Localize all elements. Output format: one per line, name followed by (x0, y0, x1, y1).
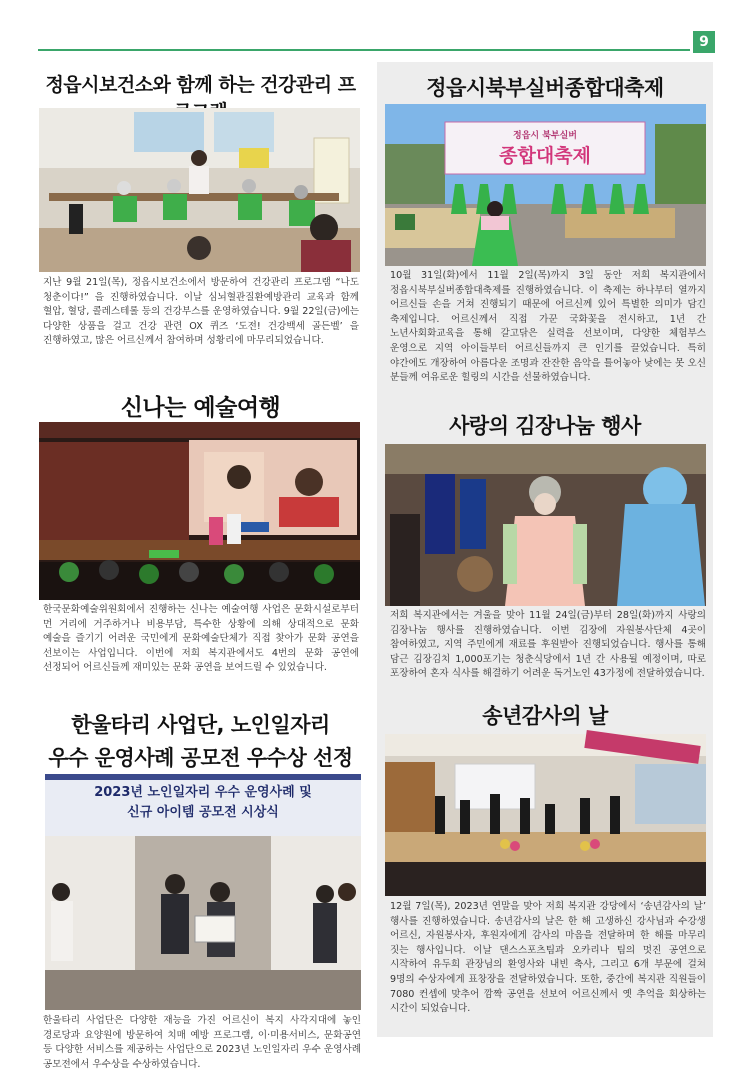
festival-body: 10월 31일(화)에서 11월 2일(목)까지 3일 동안 저희 복지관에서 정읍시북부실버종합대축제를 진행하였습니다. 이 축제는 하나부터 열까지 어르신들 손을 거쳐 진행되기 때문에 어르신께 있어 특별한 의미가 담긴 축제입니다. 어르신께서 직접 가꾼 국화꽃을 전시하고, 1년 간 노년사회화교육을 통해 갈고닦은 실력을 선보이며, 다양한 체험부스 운영으로 지역 아이들부터 어르신들까지 큰 인기를 끌었습니다. 특히 야간에도 개장하여 아름다운 조명과 잔잔한 음악을 틀어놓아 낮에는 못 오신 분들께 여유로운 힐링의 시간을 선물하였습니다. (390, 270, 706, 384)
award-photo (45, 774, 361, 1010)
yearend-title: 송년감사의 날 (482, 704, 608, 728)
left-column (37, 62, 364, 1070)
art-photo (39, 422, 360, 600)
award-title-line1: 한울타리 사업단, 노인일자리 (71, 713, 330, 737)
health-body: 지난 9월 21일(목), 정읍시보건소에서 방문하여 건강관리 프로그램 “나도 청춘이다!” 을 진행하였습니다. 이날 심뇌혈관질환예방관리 교육과 함께 혈압, 혈당, 콜레스테롤 등의 건강부스를 운영하였습니다. 9월 22일(금)에는 다양한 상품을 걸고 건강 관련 OX 퀴즈 ‘도전! 건강백세 골든벨’ 을 진행하였고, 많은 어르신께서 참여하며 성황리에 마무리되었습니다. (43, 277, 359, 347)
festival-banner-big: 종합대축제 (499, 145, 591, 167)
kimchi-title: 사랑의 김장나눔 행사 (449, 414, 641, 438)
award-body: 한울타리 사업단은 다양한 재능을 가진 어르신이 복지 사각지대에 놓인 경로당과 요양원에 방문하여 치매 예방 프로그램, 이·미용서비스, 문화공연 등 다양한 서비스를 제공하는 사업단으로 2023년 노인일자리 우수 운영사례 공모전에서 우수상을 수상하였습니다. (43, 1015, 361, 1070)
right-column (377, 62, 713, 1037)
health-title: 정읍시보건소와 함께 하는 건강관리 프 (45, 74, 356, 96)
award-banner-line1: 2023년 노인일자리 우수 운영사례 및 (94, 785, 312, 800)
festival-banner-small: 정읍시 북부실버 (513, 131, 577, 141)
kimchi-body: 저희 복지관에서는 겨울을 맞아 11월 24일(금)부터 28일(화)까지 사랑의 김장나눔 행사를 진행하였습니다. 이번 김장에 자원봉사단체 4곳이 참여하였고, 지역 주민에게 재료를 후원받아 진행되었습니다. 행사를 통해 담근 김장김치 1,000포기는 청춘식당에서 1년 간 사용될 예정이며, 따로 포장하여 혼자 식사를 해결하기 어려운 독거노인 43가정에 전달하였습니다. (390, 610, 706, 680)
festival-photo (385, 104, 706, 266)
award-title-line2: 우수 운영사례 공모전 우수상 선정 (48, 746, 353, 770)
yearend-body: 12월 7일(목), 2023년 연말을 맞아 저희 복지관 강당에서 ‘송년감사의 날’ 행사를 진행하였습니다. 송년감사의 날은 한 해 고생하신 강사님과 수강생 어르신, 자원봉사자, 후원자에게 감사의 마음을 전달하며 한 해를 마무리 짓는 행사입니다. 이날 댄스스포츠팀과 오카리나 팀의 멋진 공연으로 시작하여 유두희 관장님의 환영사와 내빈 축사, 그리고 6개 부문에 걸쳐 9명의 수상자에게 표창장을 전달하였습니다. 또한, 중간에 복지관 직원들이 7080 컨셉에 맞추어 깜짝 공연을 선보여 어르신께서 옛 추억을 회상하는 시간이 되었습니다. (390, 901, 706, 1015)
art-body: 한국문화예술위원회에서 진행하는 신나는 예술여행 사업은 문화시설로부터 먼 거리에 거주하거나 비용부담, 특수한 상황에 의해 상대적으로 문화 예술을 즐기기 어려운 국민에게 문화예술단체가 직접 찾아가 문화 공연을 선보이는 사업입니다. 이번에 저희 복지관에서도 4번의 문화 공연에 선정되어 어르신들께 재미있는 문화 공연을 보여드릴 수 있었습니다. (43, 604, 359, 674)
award-banner-line2: 신규 아이템 공모전 시상식 (127, 805, 279, 820)
kimchi-photo (385, 444, 706, 606)
yearend-photo (385, 734, 706, 896)
health-photo (39, 108, 360, 272)
header-rule (38, 49, 690, 51)
page-number: 9 (693, 31, 715, 53)
festival-title: 정읍시북부실버종합대축제 (426, 76, 664, 100)
art-title: 신나는 예술여행 (120, 395, 281, 421)
